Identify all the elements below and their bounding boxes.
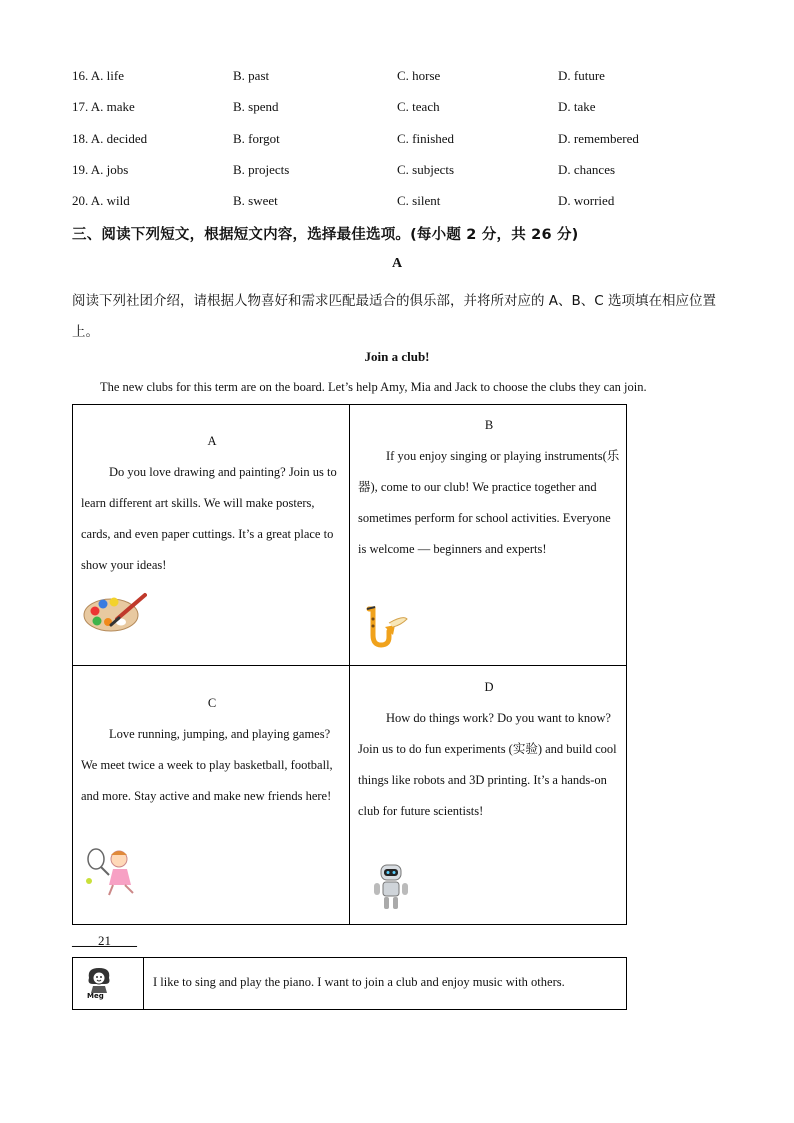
section-intro: 阅读下列社团介绍，请根据人物喜好和需求匹配最适合的俱乐部，并将所对应的 A、B、C 选项填在相应位置上。 — [72, 293, 717, 340]
option-a[interactable]: 17. A. make — [72, 99, 135, 114]
passage-title: Join a club! — [364, 349, 430, 364]
blank-prefix: ____ — [72, 933, 98, 948]
option-a[interactable]: 19. A. jobs — [72, 162, 129, 177]
option-a[interactable]: 16. A. life — [72, 68, 124, 83]
option-c[interactable]: C. subjects — [397, 162, 455, 177]
option-b[interactable]: B. forgot — [233, 131, 280, 146]
club-description: If you enjoy singing or playing instruments(乐器), come to our club! We practice together and sometimes perform for school activities. Everyone is welcome — beginners and experts! — [358, 449, 620, 556]
club-letter: D — [484, 680, 494, 694]
option-b[interactable]: B. sweet — [233, 193, 278, 208]
club-letter: C — [207, 696, 217, 710]
option-d[interactable]: D. worried — [558, 193, 615, 208]
table-divider — [73, 665, 626, 666]
question-number: 21 — [98, 933, 111, 948]
person-name: Meg — [87, 992, 104, 1000]
club-cell-c — [81, 688, 343, 812]
option-c[interactable]: C. silent — [397, 193, 441, 208]
box-divider — [143, 958, 144, 1009]
robot-icon — [371, 863, 411, 913]
club-letter: B — [484, 418, 494, 432]
person-statement-box — [72, 957, 627, 1010]
option-c[interactable]: C. finished — [397, 131, 455, 146]
option-a[interactable]: 18. A. decided — [72, 131, 148, 146]
passage-subtitle: The new clubs for this term are on the board. Let’s help Amy, Mia and Jack to choose the clubs they can join. — [100, 380, 647, 394]
part-label: A — [391, 256, 403, 271]
blank-suffix: ____ — [111, 933, 137, 948]
club-cell-b — [358, 410, 620, 565]
option-d[interactable]: D. chances — [558, 162, 616, 177]
option-b[interactable]: B. past — [233, 68, 270, 83]
option-d[interactable]: D. remembered — [558, 131, 639, 146]
club-letter: A — [207, 434, 217, 448]
club-description: Love running, jumping, and playing games? We meet twice a week to play basketball, football, and more. Stay active and make new friends here! — [81, 727, 333, 803]
option-c[interactable]: C. horse — [397, 68, 441, 83]
club-description: How do things work? Do you want to know? Join us to do fun experiments (实验) and build cool things like robots and 3D printing. It’s a hands-on club for future scientists! — [358, 711, 617, 818]
person-statement: I like to sing and play the piano. I want to join a club and enjoy music with others. — [153, 975, 565, 989]
club-description: Do you love drawing and painting? Join us to learn different art skills. We will make posters, cards, and even paper cuttings. It’s a great place to show your ideas! — [81, 465, 337, 572]
club-cell-a — [81, 426, 343, 581]
option-c[interactable]: C. teach — [397, 99, 440, 114]
answer-blank[interactable] — [72, 933, 137, 949]
section-title: 三、阅读下列短文，根据短文内容，选择最佳选项。(每小题 2 分，共 26 分) — [72, 227, 579, 243]
option-b[interactable]: B. spend — [233, 99, 279, 114]
club-table — [72, 404, 627, 925]
tennis-girl-icon — [83, 847, 145, 897]
girl-avatar-icon — [85, 966, 113, 994]
option-d[interactable]: D. future — [558, 68, 605, 83]
club-cell-d — [358, 672, 620, 827]
palette-icon — [81, 589, 147, 635]
option-b[interactable]: B. projects — [233, 162, 290, 177]
option-d[interactable]: D. take — [558, 99, 596, 114]
option-a[interactable]: 20. A. wild — [72, 193, 130, 208]
saxophone-icon — [359, 605, 409, 651]
